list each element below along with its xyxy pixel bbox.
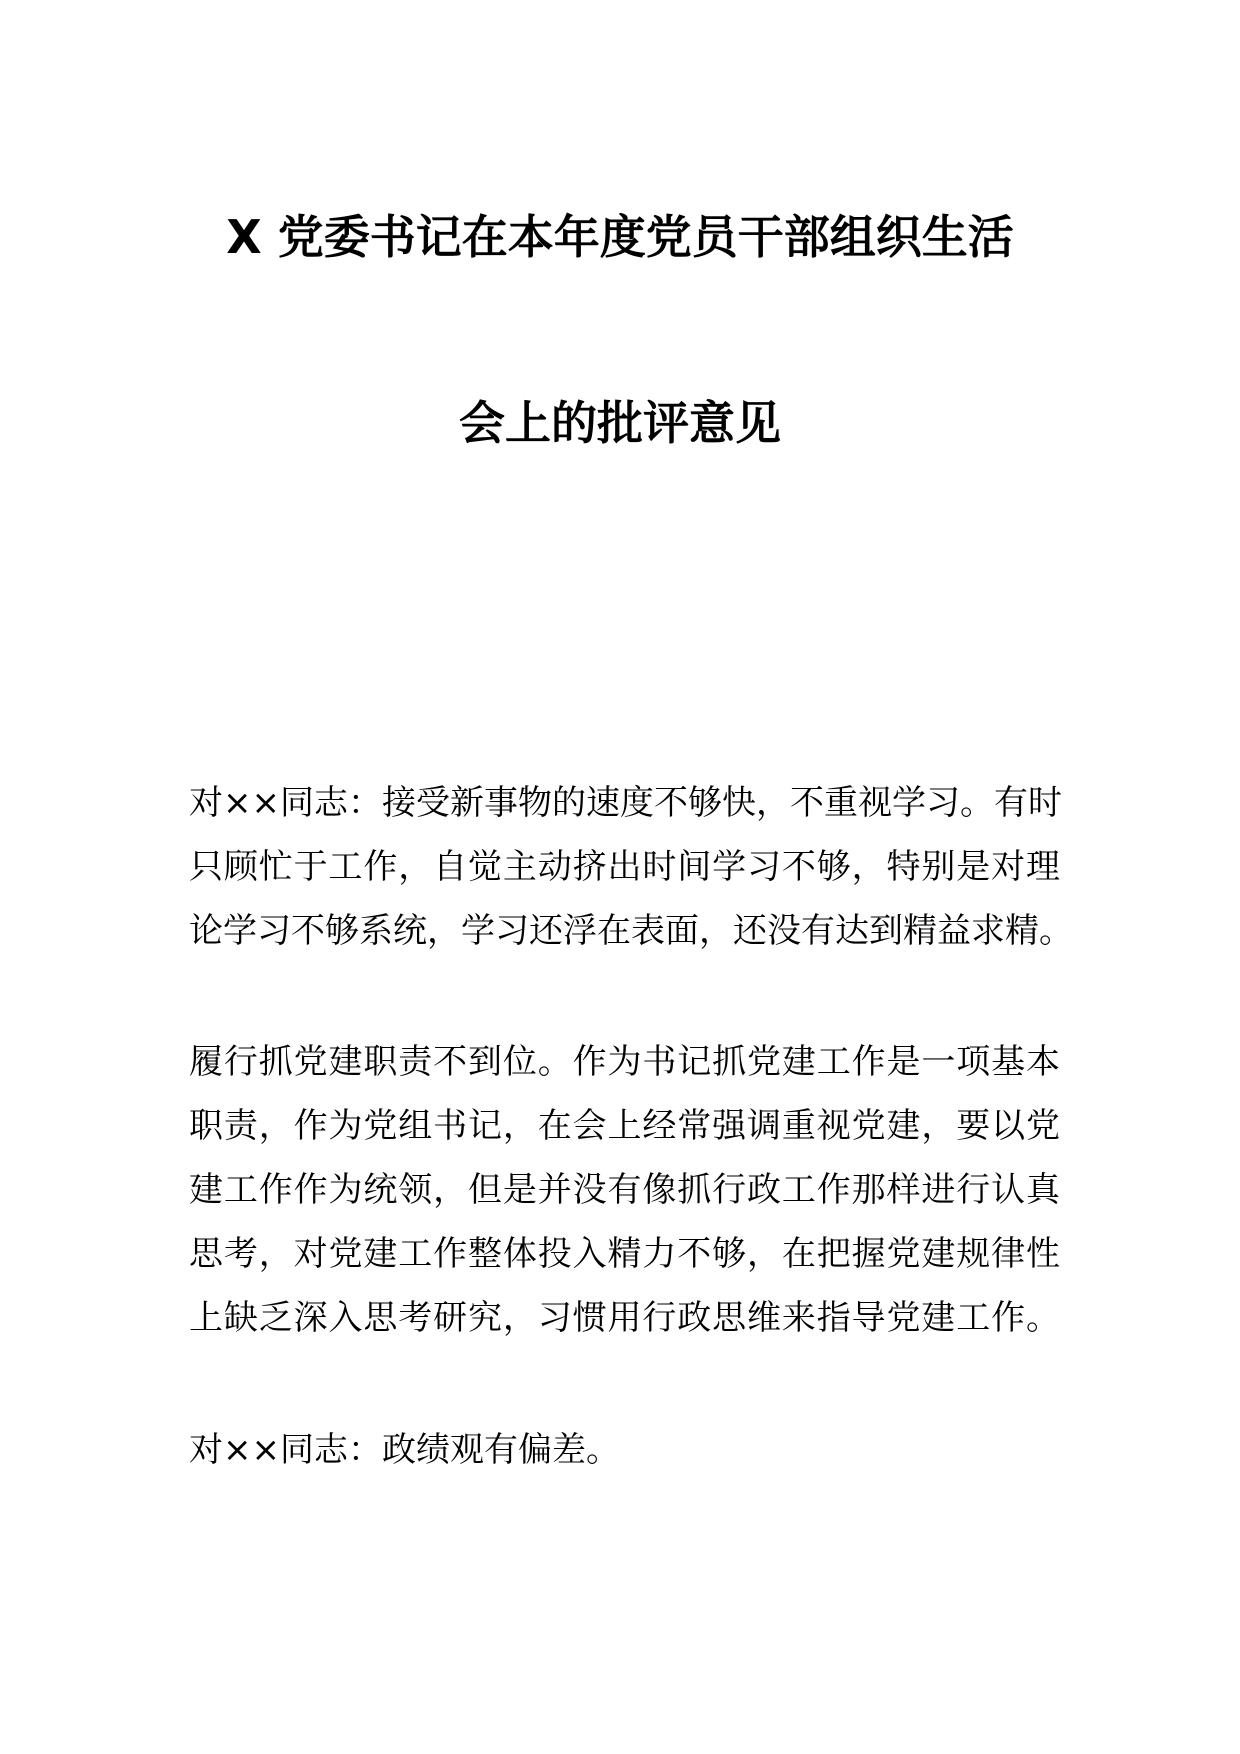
paragraph-line: 上缺乏深入思考研究，习惯用行政思维来指导党建工作。 bbox=[189, 1298, 1060, 1338]
paragraph-line: 对××同志：接受新事物的速度不够快，不重视学习。有时 bbox=[189, 783, 1062, 823]
document-title-line-2: 会上的批评意见 bbox=[459, 396, 781, 450]
paragraph-line: 思考，对党建工作整体投入精力不够，在把握党建规律性 bbox=[189, 1234, 1060, 1274]
paragraph-line: 履行抓党建职责不到位。作为书记抓党建工作是一项基本 bbox=[189, 1042, 1060, 1082]
paragraph-line: 只顾忙于工作，自觉主动挤出时间学习不够，特别是对理 bbox=[189, 847, 1060, 887]
paragraph-line: 对××同志：政绩观有偏差。 bbox=[189, 1430, 620, 1470]
paragraph-line: 论学习不够系统，学习还浮在表面，还没有达到精益求精。 bbox=[189, 911, 1073, 951]
paragraph-line: 建工作作为统领，但是并没有像抓行政工作那样进行认真 bbox=[189, 1170, 1060, 1210]
document-title-line-1: X 党委书记在本年度党员干部组织生活 bbox=[226, 210, 1014, 264]
paragraph-line: 职责，作为党组书记，在会上经常强调重视党建，要以党 bbox=[189, 1106, 1060, 1146]
